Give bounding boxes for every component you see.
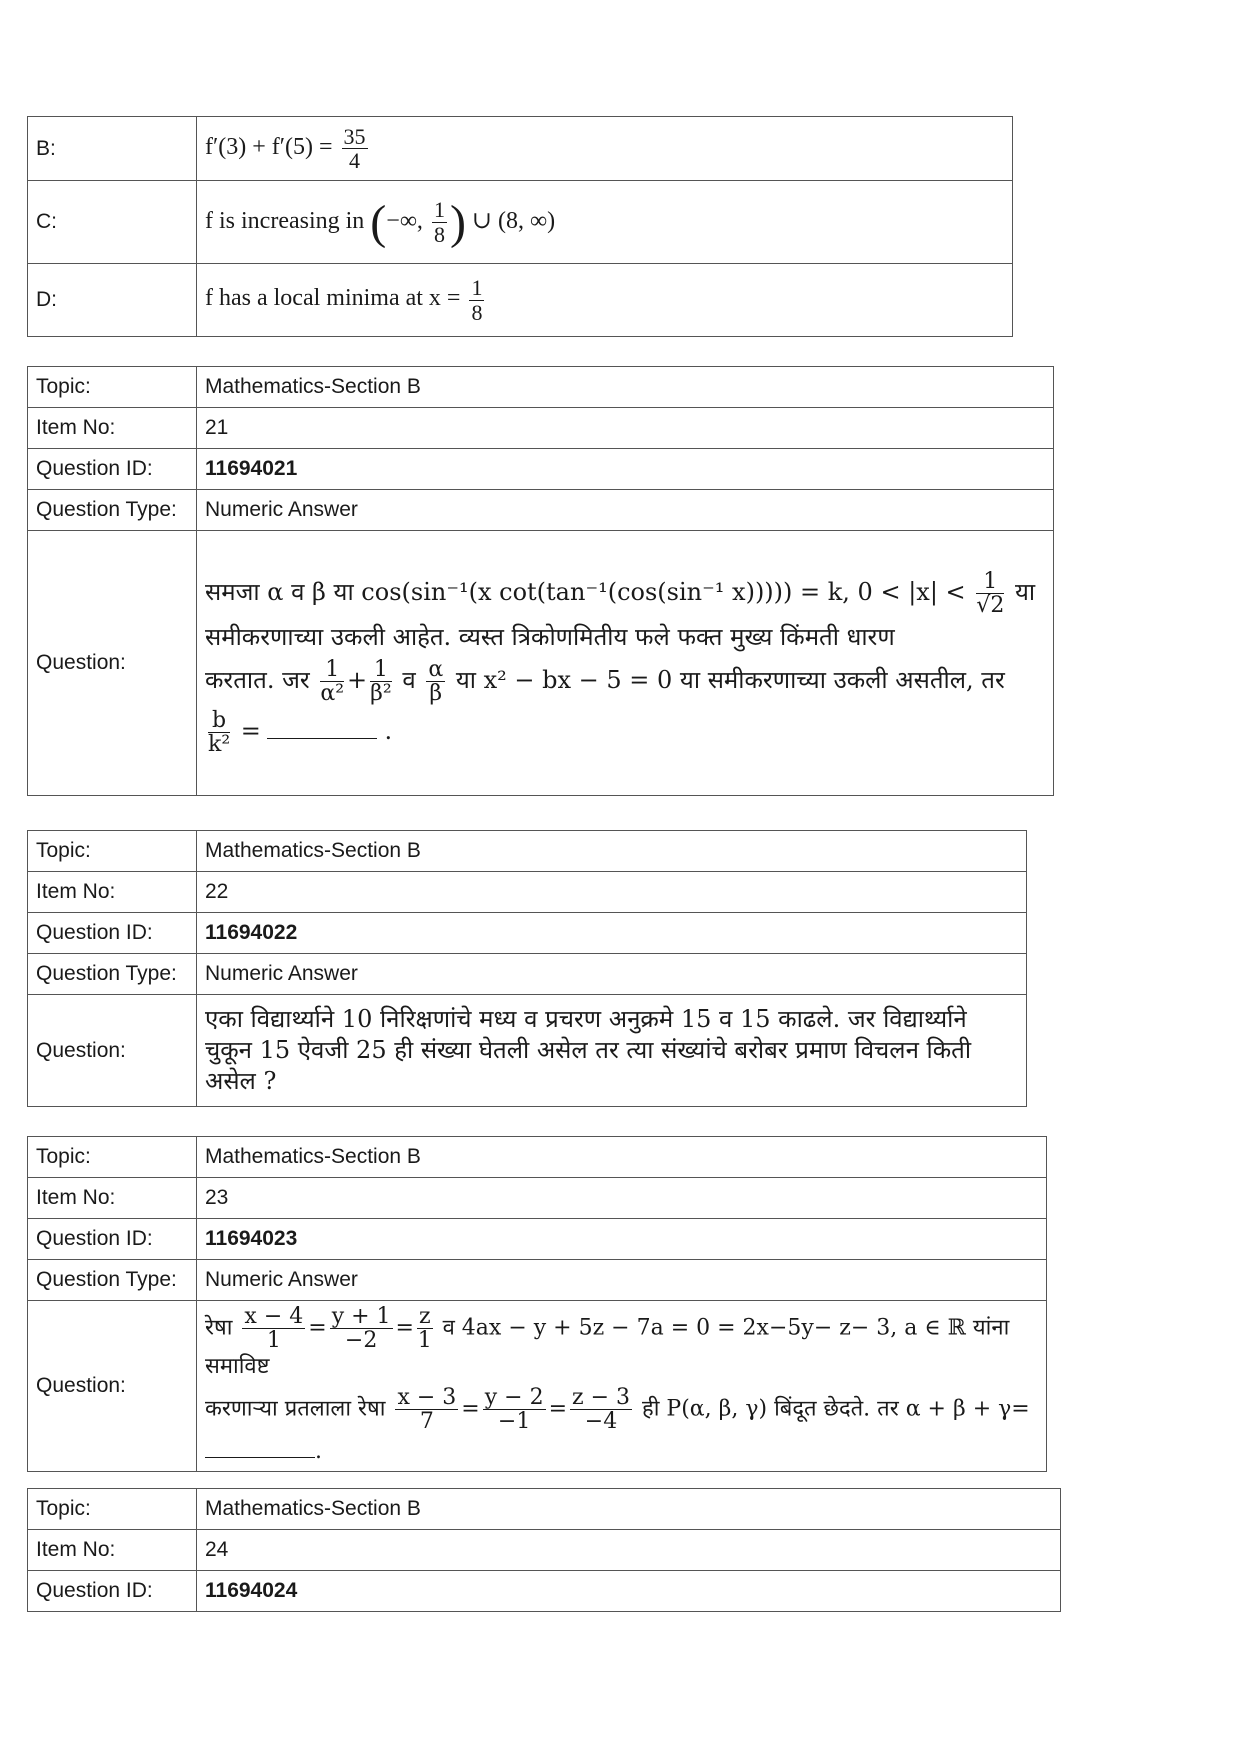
fraction	[342, 125, 368, 172]
fraction-numerator: α	[428, 656, 444, 682]
question-label: Question:	[28, 995, 197, 1107]
options-table	[27, 116, 1013, 337]
fraction-numerator: b	[208, 709, 230, 733]
q21-line1-a: समजा α व β या cos(sin⁻¹(x cot(tan⁻¹(cos(sin⁻¹ x))))) = k, 0 < |x| <	[205, 578, 966, 607]
question-type-row	[28, 954, 1027, 995]
equals-sign: =	[461, 1396, 480, 1422]
end-period: .	[384, 716, 393, 745]
fraction	[469, 276, 484, 323]
question-line	[205, 1305, 1038, 1382]
q21-line3-a: करतात. जर	[205, 665, 310, 694]
q21-line3-b: या x² − bx − 5 = 0 या समीकरणाच्या उकली असतील, तर	[455, 665, 1005, 694]
fraction-numerator: z	[418, 1304, 431, 1329]
item-no-value: 23	[197, 1178, 1047, 1219]
item-no-row	[28, 872, 1027, 913]
question-line	[205, 658, 1045, 705]
question-type-row	[28, 1260, 1047, 1301]
question-id-row	[28, 1219, 1047, 1260]
question-id-label: Question ID:	[28, 1219, 197, 1260]
item-no-row	[28, 1178, 1047, 1219]
fraction-numerator: 1	[320, 658, 344, 682]
fraction	[370, 658, 392, 705]
fraction-numerator: 1	[370, 658, 392, 682]
question-id-value: 11694021	[197, 449, 1054, 490]
topic-value: Mathematics-Section B	[197, 831, 1027, 872]
fraction-denominator: β²	[370, 680, 392, 706]
fraction	[417, 1305, 433, 1352]
interval-start: −∞,	[386, 207, 423, 234]
option-d-prefix: f has a local minima at x =	[205, 285, 461, 312]
equals-sign: =	[240, 716, 261, 745]
fraction-denominator: α²	[320, 680, 345, 706]
question-id-row	[28, 913, 1027, 954]
fraction-numerator: 1	[433, 197, 445, 223]
q21-line1-b: या	[1014, 578, 1036, 607]
fraction	[570, 1386, 632, 1433]
item-no-label: Item No:	[28, 1178, 197, 1219]
question-label: Question:	[28, 531, 197, 796]
q23-line2-end: ही P(α, β, γ) बिंदूत छेदते. तर α + β + γ=	[642, 1396, 1030, 1422]
topic-value: Mathematics-Section B	[197, 1489, 1061, 1530]
question-type-value: Numeric Answer	[197, 490, 1054, 531]
fraction-numerator: 1	[471, 275, 483, 301]
topic-row	[28, 1137, 1047, 1178]
question-id-value: 11694024	[197, 1571, 1061, 1612]
fraction-denominator: β	[429, 680, 443, 706]
fraction-numerator: y − 2	[484, 1384, 544, 1410]
topic-label: Topic:	[28, 831, 197, 872]
question-table-24	[27, 1488, 1061, 1612]
option-row-d	[28, 264, 1013, 337]
item-no-value: 21	[197, 408, 1054, 449]
fraction-denominator: 8	[471, 299, 483, 325]
item-no-row	[28, 408, 1054, 449]
fraction	[976, 570, 1004, 617]
fraction-numerator: x − 3	[397, 1384, 457, 1410]
topic-label: Topic:	[28, 1137, 197, 1178]
item-no-label: Item No:	[28, 1530, 197, 1571]
paren-open: (	[370, 195, 387, 249]
question-text	[197, 531, 1054, 796]
item-no-label: Item No:	[28, 408, 197, 449]
question-label: Question:	[28, 1301, 197, 1472]
q23-line1-start: रेषा	[205, 1315, 233, 1341]
fraction	[483, 1386, 546, 1433]
question-table-22	[27, 830, 1027, 1107]
option-c-content	[197, 181, 1013, 264]
fraction	[426, 658, 445, 705]
option-c-prefix: f is increasing in	[205, 207, 365, 234]
fraction	[330, 1305, 393, 1352]
option-label: C:	[28, 181, 197, 264]
fraction-denominator: 7	[419, 1408, 434, 1434]
question-type-value: Numeric Answer	[197, 954, 1027, 995]
question-type-row	[28, 490, 1054, 531]
fraction-numerator: 35	[343, 123, 366, 149]
fraction	[242, 1305, 305, 1352]
fraction-denominator: 8	[433, 221, 445, 247]
topic-label: Topic:	[28, 1489, 197, 1530]
question-table-23	[27, 1136, 1047, 1472]
fraction-denominator: −4	[584, 1408, 618, 1434]
question-id-label: Question ID:	[28, 449, 197, 490]
question-line	[205, 709, 1045, 756]
topic-value: Mathematics-Section B	[197, 1137, 1047, 1178]
question-line	[205, 1437, 1038, 1467]
question-row	[28, 995, 1027, 1107]
interval-union: ∪ (8, ∞)	[471, 207, 556, 234]
fraction	[432, 198, 447, 245]
option-d-content	[197, 264, 1013, 337]
fraction-numerator: 1	[976, 570, 1004, 594]
fraction-denominator: 4	[349, 148, 361, 173]
fraction-numerator: z − 3	[572, 1384, 631, 1410]
equals-sign: =	[395, 1315, 414, 1341]
fraction-denominator: −2	[344, 1328, 378, 1354]
item-no-row	[28, 1530, 1061, 1571]
fraction-denominator: √2	[976, 593, 1005, 619]
question-type-label: Question Type:	[28, 490, 197, 531]
q23-line2-start: करणाऱ्या प्रतलाला रेषा	[205, 1396, 386, 1422]
question-type-label: Question Type:	[28, 954, 197, 995]
question-type-label: Question Type:	[28, 1260, 197, 1301]
question-type-value: Numeric Answer	[197, 1260, 1047, 1301]
topic-value: Mathematics-Section B	[197, 367, 1054, 408]
equals-sign: =	[308, 1315, 327, 1341]
question-text: एका विद्यार्थ्याने 10 निरिक्षणांचे मध्य व प्रचरण अनुक्रमे 15 व 15 काढले. जर विद्यार्थ्याने चुकून 15 ऐवजी 25 ही संख्या घेतली असेल तर त्या संख्यांचे बरोबर प्रमाण विचलन किती असेल ?	[197, 995, 1027, 1107]
fraction-numerator: x − 4	[244, 1304, 304, 1329]
option-label: B:	[28, 117, 197, 181]
q23-line1-end: व 4ax − y + 5z − 7a = 0 = 2x−5y− z− 3, a ∈ ℝ यांना समाविष्ट	[205, 1315, 1010, 1380]
question-line: समीकरणाच्या उकली आहेत. व्यस्त त्रिकोणमितीय फले फक्त मुख्य किंमती धारण	[205, 623, 895, 652]
fraction-denominator: −1	[497, 1408, 531, 1434]
topic-row	[28, 831, 1027, 872]
question-line	[205, 1386, 1038, 1433]
option-row-c	[28, 181, 1013, 264]
option-b-content	[197, 117, 1013, 181]
fraction	[395, 1386, 458, 1433]
fraction	[320, 658, 344, 705]
question-id-label: Question ID:	[28, 1571, 197, 1612]
item-no-label: Item No:	[28, 872, 197, 913]
topic-row	[28, 367, 1054, 408]
fraction-denominator: 1	[266, 1328, 281, 1354]
equals-sign: =	[548, 1396, 568, 1422]
topic-label: Topic:	[28, 367, 197, 408]
fraction-numerator: y + 1	[331, 1304, 391, 1329]
fraction-denominator: 1	[417, 1328, 432, 1354]
question-row	[28, 531, 1054, 796]
answer-blank	[205, 1457, 315, 1458]
question-text	[197, 1301, 1047, 1472]
conjunction: व	[402, 665, 416, 694]
question-id-value: 11694022	[197, 913, 1027, 954]
paren-close: )	[449, 195, 466, 249]
option-b-prefix: f′(3) + f′(5) =	[205, 134, 333, 161]
question-table-21	[27, 366, 1054, 796]
item-no-value: 22	[197, 872, 1027, 913]
question-id-row	[28, 449, 1054, 490]
fraction	[208, 709, 230, 756]
question-id-label: Question ID:	[28, 913, 197, 954]
end-period: .	[315, 1439, 322, 1465]
question-row	[28, 1301, 1047, 1472]
question-id-value: 11694023	[197, 1219, 1047, 1260]
item-no-value: 24	[197, 1530, 1061, 1571]
option-row-b	[28, 117, 1013, 181]
fraction-denominator: k²	[208, 731, 231, 757]
plus-sign: +	[347, 665, 368, 694]
option-label: D:	[28, 264, 197, 337]
question-line	[205, 570, 1045, 617]
answer-blank	[267, 738, 377, 739]
question-id-row	[28, 1571, 1061, 1612]
topic-row	[28, 1489, 1061, 1530]
